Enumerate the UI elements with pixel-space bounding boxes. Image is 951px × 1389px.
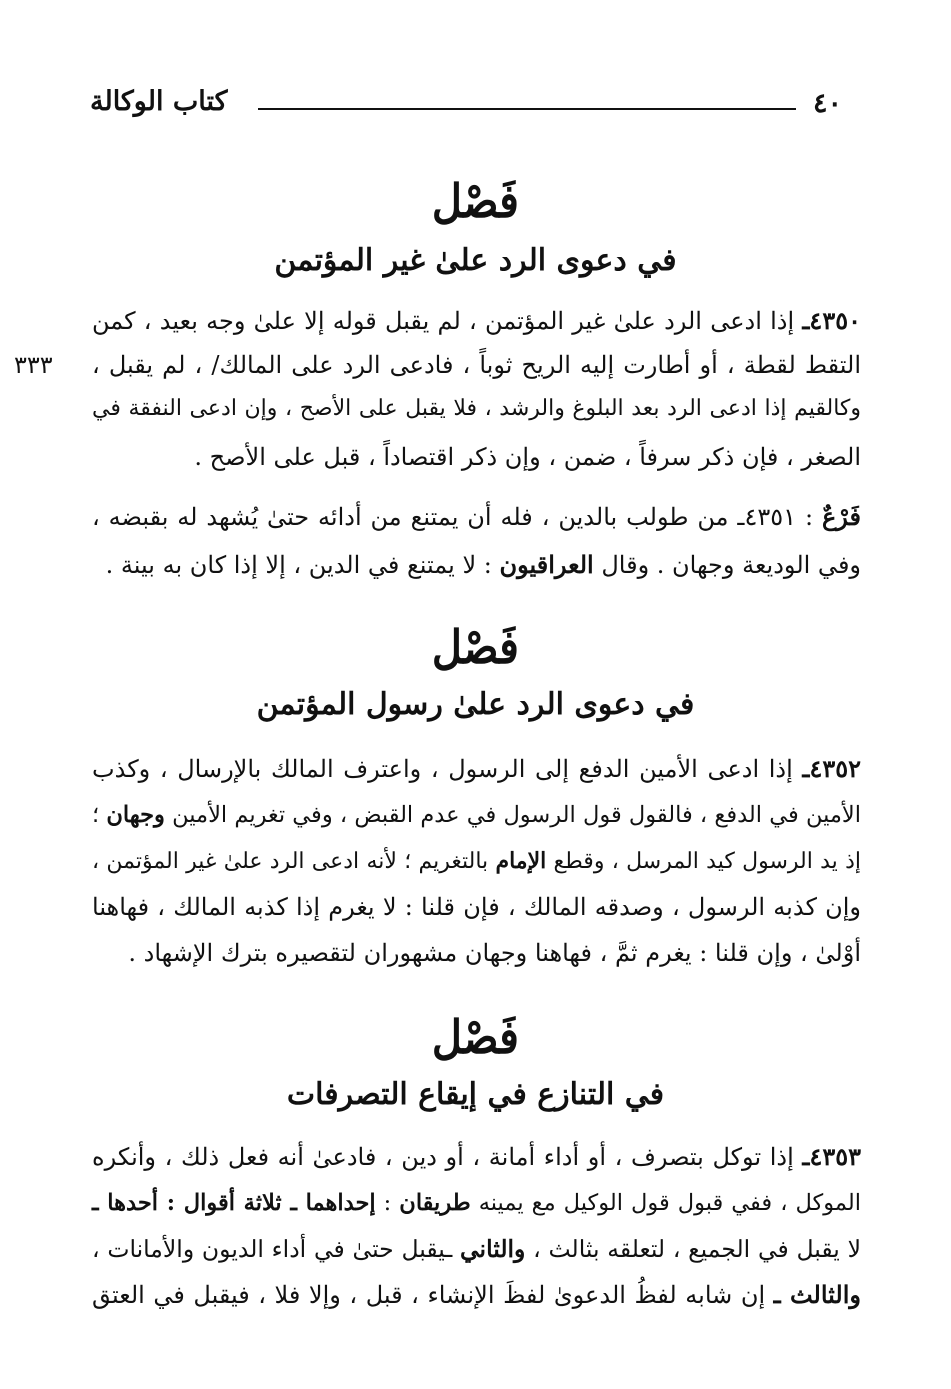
paragraph-number: ٤٣٥٢ـ — [802, 754, 862, 783]
margin-page-reference: ٣٣٣ — [14, 351, 53, 379]
paragraph-line: وإن كذبه الرسول ، وصدقه المالك ، فإن قلنا : لا يغرم إذا كذبه المالك ، فهاهنا — [92, 893, 861, 921]
paragraph-line: والثالث ـ إن شابه لفظُ الدعوىٰ لفظَ الإنشاء ، قبل ، وإلا فلا ، فيقبل في العتق — [92, 1280, 861, 1309]
paragraph-line: إذ يد الرسول كيد المرسل ، وقطع الإمام بالتغريم ؛ لأنه ادعى الرد علىٰ غير المؤتمن ، — [92, 848, 861, 874]
running-header — [90, 86, 850, 126]
paragraph-line: أوْلىٰ ، وإن قلنا : يغرم ثمَّ ، فهاهنا وجهان مشهوران لتقصيره بترك الإشهاد . — [128, 939, 861, 967]
book-title: كتاب الوكالة — [90, 86, 228, 117]
paragraph-line: ٤٣٥٠ـ إذا ادعى الرد علىٰ غير المؤتمن ، لم يقبل قوله إلا علىٰ وجه بعيد ، كمن — [92, 306, 861, 335]
section-title: في التنازع في إيقاع التصرفات — [286, 1077, 665, 1112]
section-ornament-heading: فَصْل — [431, 620, 520, 674]
paragraph-line: فَرْعٌ : ٤٣٥١ـ من طولب بالدين ، فله أن يمتنع من أدائه حتىٰ يُشهد له بقبضه ، — [92, 502, 861, 531]
paragraph-line: وفي الوديعة وجهان . وقال العراقيون : لا يمتنع في الدين ، إلا إذا كان به بينة . — [105, 550, 861, 579]
paragraph-line: لا يقبل في الجميع ، لتعلقه بثالث ، والثاني ـيقبل حتىٰ في أداء الديون والأمانات ، — [92, 1235, 861, 1263]
paragraph-number: ٤٣٥٠ـ — [802, 306, 861, 335]
paragraph-line: ٤٣٥٣ـ إذا توكل بتصرف ، أو أداء أمانة ، أو دين ، فادعىٰ أنه فعل ذلك ، وأنكره — [92, 1142, 861, 1171]
paragraph-line: الموكل ، ففي قبول قول الوكيل مع يمينه طريقان : إحداهما ـ ثلاثة أقوال : أحدها ـ — [92, 1190, 861, 1216]
section-title: في دعوى الرد علىٰ رسول المؤتمن — [256, 687, 695, 722]
section-ornament-heading: فَصْل — [431, 174, 520, 228]
paragraph-number: ٤٣٥٣ـ — [802, 1142, 861, 1171]
paragraph-line: الأمين في الدفع ، فالقول قول الرسول في عدم القبض ، وفي تغريم الأمين وجهان ؛ — [92, 802, 861, 828]
far-label: فَرْعٌ — [821, 502, 861, 531]
page-number: ٤٠ — [812, 88, 842, 119]
paragraph-line: الصغر ، فإن ذكر سرفاً ، ضمن ، وإن ذكر اقتصاداً ، قبل على الأصح . — [194, 443, 861, 471]
header-rule — [258, 108, 796, 110]
section-title: في دعوى الرد علىٰ غير المؤتمن — [274, 243, 677, 278]
section-ornament-heading: فَصْل — [431, 1010, 520, 1064]
paragraph-line: وكالقيم إذا ادعى الرد بعد البلوغ والرشد ، فلا يقبل على الأصح ، وإن ادعى النفقة في — [92, 396, 861, 421]
paragraph-line: التقط لقطة ، أو أطارت إليه الريح ثوباً ، فادعى الرد على المالك/ ، لم يقبل ، — [92, 351, 861, 379]
paragraph-line: ٤٣٥٢ـ إذا ادعى الأمين الدفع إلى الرسول ، واعترف المالك بالإرسال ، وكذب — [92, 754, 862, 783]
